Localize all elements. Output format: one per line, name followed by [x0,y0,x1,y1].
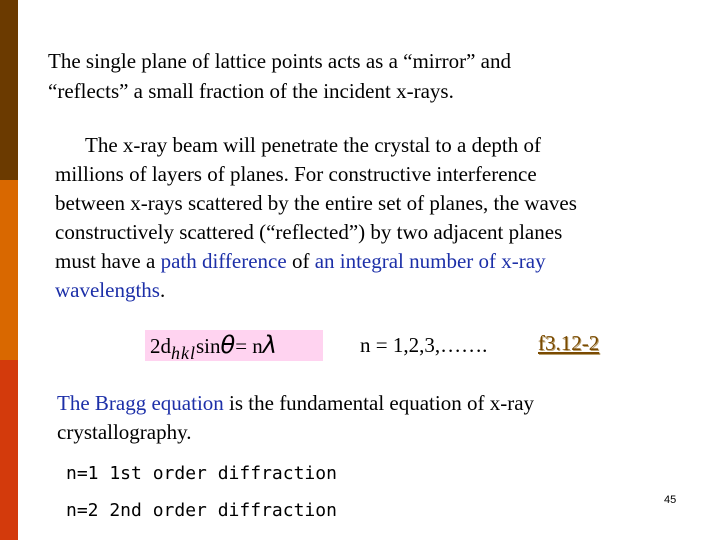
bragg-formula [150,331,277,361]
formula-prefix: 2d [150,334,171,358]
second-order-line: n=2 2nd order diffraction [66,500,337,521]
formula-subscript: hkl [171,343,196,363]
penetration-paragraph-line: The x-ray beam will penetrate the crystal to a depth of [85,133,541,157]
theta-symbol: θ [220,331,236,359]
formula-equals: = n [235,334,263,358]
penetration-paragraph-line [55,276,675,305]
penetration-paragraph-line [55,247,675,276]
bragg-paragraph [57,389,657,447]
page-number: 45 [664,494,677,506]
equation-reference-link[interactable]: f3.12-2 [538,331,600,355]
first-order-line: n=1 1st order diffraction [66,463,337,484]
mirror-paragraph-line: “reflects” a small fraction of the incident x-rays. [48,79,454,103]
integral-number-highlight: an integral number of x-ray [314,249,546,273]
wavelengths-highlight: wavelengths [55,278,160,302]
bragg-paragraph-line: crystallography. [57,420,192,444]
penetration-paragraph-line: between x-rays scattered by the entire set of planes, the waves [55,191,577,215]
mirror-paragraph-line: The single plane of lattice points acts as a “mirror” and [48,49,511,73]
lambda-symbol: λ [262,331,277,359]
plain-text: . [159,278,166,302]
formula-sin: sin [196,334,221,358]
bragg-equation-highlight: The Bragg equation [57,391,224,415]
plain-text: of [286,249,315,273]
path-difference-highlight: path difference [160,249,287,273]
mirror-paragraph [48,46,648,106]
penetration-paragraph [55,131,675,305]
bragg-paragraph-line [57,389,657,418]
plain-text: is the fundamental equation of x-ray [223,391,535,415]
accent-block-middle [0,180,18,360]
penetration-paragraph-line: constructively scattered (“reflected”) by two adjacent planes [55,220,563,244]
plain-text: must have a [55,249,161,273]
accent-block-bottom [0,360,18,540]
left-accent-bar [0,0,18,540]
accent-block-top [0,0,18,180]
n-values: n = 1,2,3,……. [360,333,488,357]
penetration-paragraph-line: millions of layers of planes. For constructive interference [55,162,537,186]
